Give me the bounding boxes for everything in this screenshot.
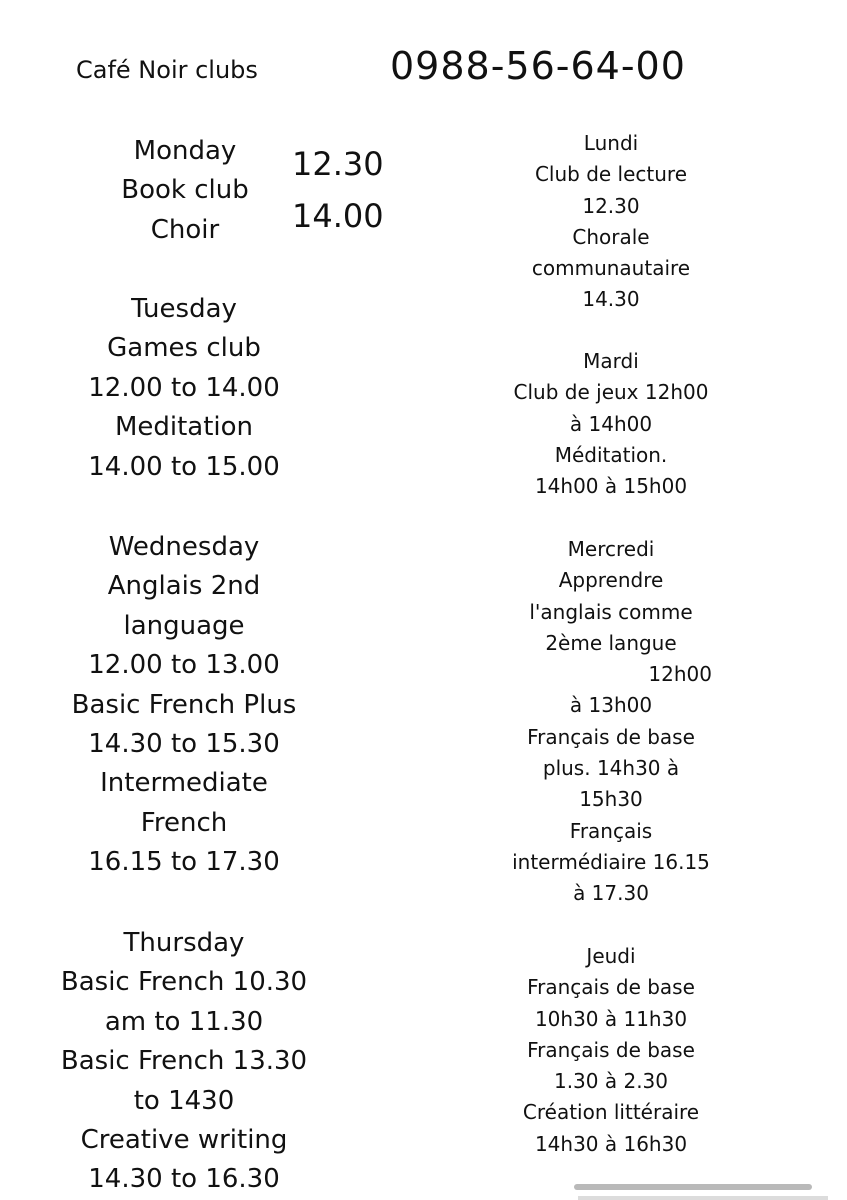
schedule-line: 14.30 to 16.30	[88, 1164, 280, 1195]
page-title: Café Noir clubs	[76, 56, 258, 84]
jeudi-section	[496, 941, 726, 1160]
schedule-line: 2ème langue	[545, 630, 677, 655]
schedule-line: French	[140, 807, 228, 838]
schedule-line: 14.30 to 15.30	[88, 729, 280, 760]
mardi-section	[496, 346, 726, 502]
schedule-line: à 17.30	[573, 881, 649, 906]
schedule-line: 12.00 to 13.00	[88, 650, 280, 681]
schedule-line: Basic French 10.30	[60, 967, 308, 998]
schedule-line: Basic French 13.30	[60, 1046, 308, 1077]
schedule-line: 14h30 à 16h30	[534, 1131, 688, 1156]
schedule-line: 12.00 to 14.00	[88, 372, 280, 403]
schedule-line: 14h00 à 15h00	[534, 474, 688, 499]
schedule-line: language	[123, 610, 245, 641]
page-edge-divider	[578, 1196, 828, 1200]
monday-times	[292, 138, 384, 242]
time-value: 12.30	[292, 145, 384, 183]
schedule-line: 16.15 to 17.30	[88, 847, 280, 878]
day-heading: Jeudi	[586, 944, 636, 968]
day-heading: Lundi	[583, 131, 639, 155]
schedule-line: Basic French Plus	[71, 689, 297, 720]
schedule-line: Choir	[150, 214, 220, 245]
schedule-line: communautaire	[531, 256, 691, 281]
schedule-line: Games club	[107, 333, 261, 364]
schedule-line: Apprendre	[558, 568, 664, 593]
schedule-line: Français de base	[527, 975, 695, 1000]
schedule-line: 1.30 à 2.30	[553, 1069, 669, 1094]
schedule-line: Français	[569, 818, 653, 843]
schedule-line: Intermediate	[100, 768, 268, 799]
schedule-line: Français de base	[527, 724, 695, 749]
tuesday-section	[40, 290, 328, 487]
schedule-line: Club de lecture	[534, 162, 688, 187]
scroll-indicator[interactable]	[574, 1184, 812, 1190]
schedule-line: Création littéraire	[522, 1100, 700, 1125]
day-heading: Thursday	[123, 928, 245, 958]
schedule-line: 14.30	[582, 287, 640, 312]
phone-number: 0988-56-64-00	[390, 44, 686, 88]
schedule-line: Meditation	[114, 412, 254, 443]
schedule-line: l'anglais comme	[529, 599, 693, 624]
schedule-line: Méditation.	[554, 442, 668, 467]
thursday-section	[40, 924, 328, 1200]
schedule-line: plus. 14h30 à	[542, 756, 680, 781]
schedule-line: à 14h00	[569, 411, 653, 436]
wednesday-section	[40, 528, 328, 883]
schedule-line: 12.30	[582, 193, 640, 218]
schedule-line: 15h30	[579, 787, 643, 812]
schedule-line: intermédiaire 16.15	[512, 849, 710, 874]
schedule-line: Chorale	[572, 224, 650, 249]
schedule-line: Anglais 2nd	[107, 571, 261, 602]
mercredi-section	[496, 534, 726, 910]
schedule-line: 14.00 to 15.00	[88, 451, 280, 482]
monday-section	[40, 132, 330, 250]
schedule-line: Creative writing	[80, 1125, 288, 1156]
schedule-line: Club de jeux 12h00	[513, 380, 709, 405]
day-heading: Wednesday	[108, 532, 260, 562]
schedule-line: 10h30 à 11h30	[534, 1006, 688, 1031]
schedule-line: 12h00	[648, 662, 712, 687]
schedule-line: à 13h00	[569, 693, 653, 718]
schedule-line: am to 11.30	[104, 1006, 264, 1037]
schedule-line: Book club	[121, 175, 249, 206]
day-heading: Mercredi	[567, 537, 655, 561]
lundi-section	[496, 128, 726, 316]
day-heading: Monday	[133, 136, 237, 166]
schedule-line: Français de base	[527, 1037, 695, 1062]
day-heading: Mardi	[583, 349, 639, 373]
day-heading: Tuesday	[131, 294, 237, 324]
time-value: 14.00	[292, 197, 384, 235]
schedule-line: to 1430	[133, 1085, 235, 1116]
